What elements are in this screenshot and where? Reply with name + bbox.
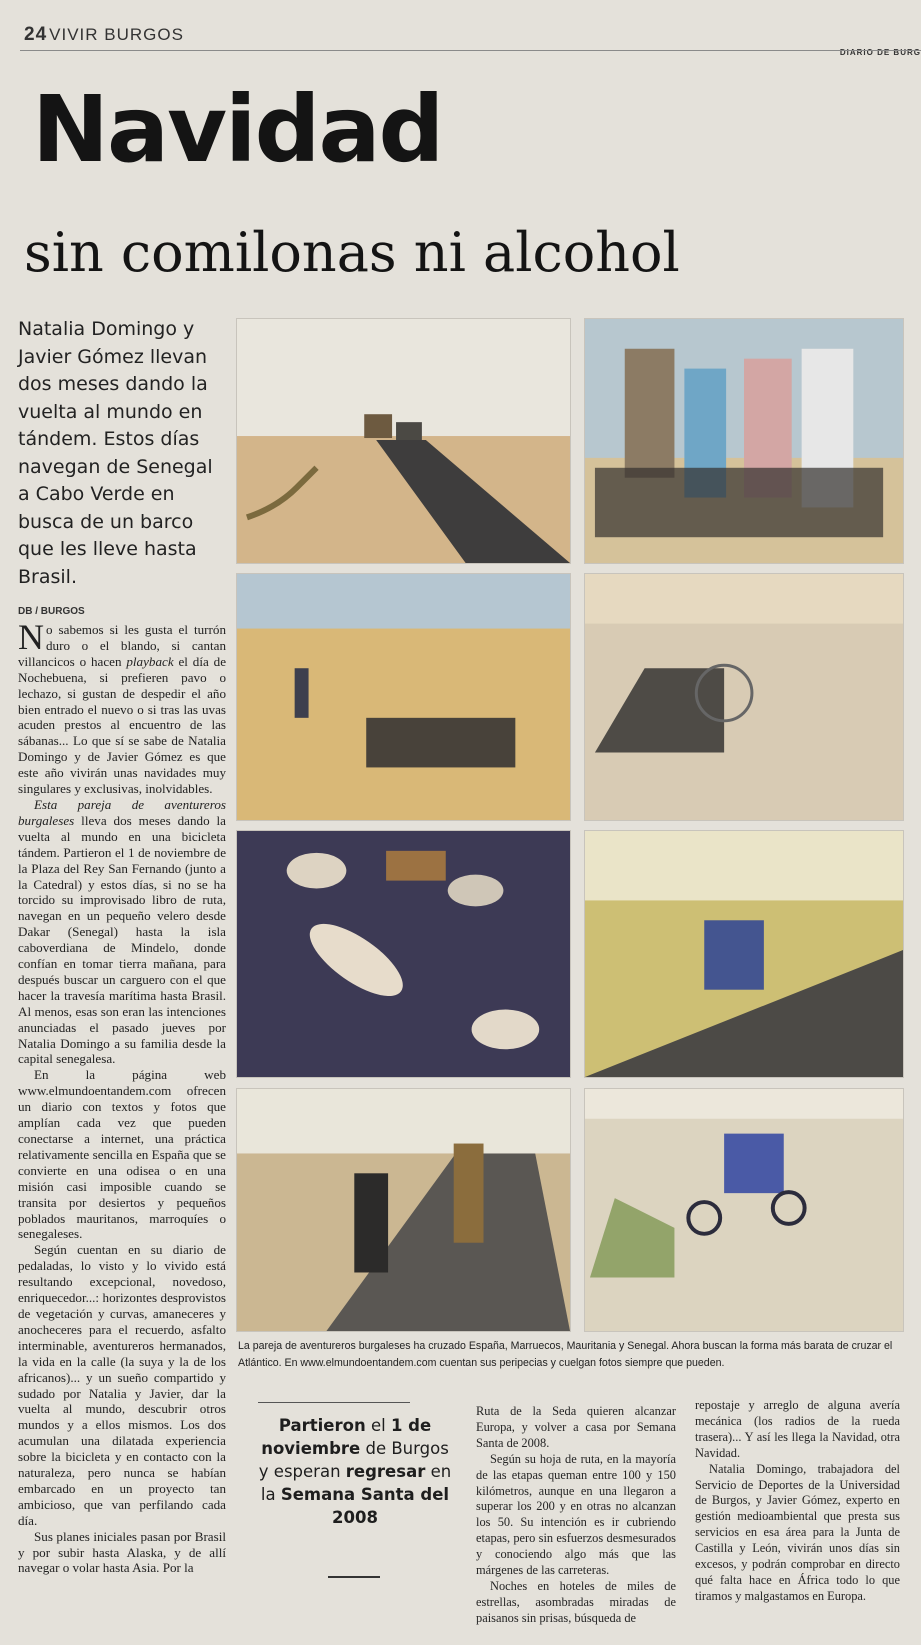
text-italic: playback	[126, 653, 174, 669]
paragraph: Ruta de la Seda quieren alcanzar Europa, y volver a casa por Semana Santa de 2008.	[476, 1404, 676, 1450]
text: lleva dos meses dando la vuelta al mundo en una bicicleta tándem. Partieron el 1 de noviembre de la Plaza del Rey San Fernando (junto a la Catedral) y estos días, si no se ha torcido su improvisado libro de ruta, navegan en un pequeño velero desde Dakar (Senegal) hasta la isla caboverdiana de Mindelo, donde confían en tomar tierra mañana, para después buscar un carguero con el que hacer la travesía marítima hasta Brasil. Al menos, esas son eran las intenciones anunciadas el pasado jueves por Natalia Domingo a su familia desde la capital senegalesa.	[18, 812, 226, 1067]
paragraph	[18, 617, 227, 797]
photo-camp-tandem	[584, 1088, 904, 1332]
text: el	[365, 1416, 391, 1435]
page-folio	[24, 24, 184, 46]
photo-riding-tandem	[584, 830, 904, 1078]
text-bold: Partieron	[278, 1416, 366, 1435]
drop-cap: N	[18, 617, 44, 657]
photo-tent-dunes	[584, 573, 904, 821]
photo-group-cyclists	[584, 318, 904, 564]
pullquote-rule-top	[258, 1402, 410, 1403]
section-name: VIVIR BURGOS	[49, 25, 184, 44]
paragraph: En la página web www.elmundoentandem.com ofrecen un diario con textos y fotos que amplían cada vez que pueden conectarse a internet, una práctica relativamente sencilla en España que se convierte en una odisea o en una misión casi imposible cuando se transita por desiertos y pequeños poblados mauritanos, marroquíes o senegaleses.	[18, 1067, 226, 1242]
lede: Natalia Domingo y Javier Gómez llevan dos meses dando la vuelta al mundo en tándem. Estos días navegan de Senegal a Cabo Verde en busca de un barco que les lleve hasta Brasil.	[18, 318, 213, 588]
paragraph	[18, 797, 226, 1067]
photo-desert-tandem	[236, 573, 571, 821]
paragraph: Según su hoja de ruta, en la mayoría de las etapas queman entre 100 y 150 kilómetros, aunque en una llegaron a superar los 200 y en otras no alcanzan los 50. Su intención es ir cubriendo etapas, pero sin esfuerzos desmesurados y conociendo algo más que las márgenes de las carreteras.	[476, 1451, 676, 1578]
paragraph: Natalia Domingo, trabajadora del Servicio de Deportes de la Universidad de Burgos, y Javier Gómez, experto en gestión medioambiental que presta sus servicios en esa área para la Junta de Castilla y León, vivirán unos días sin excesos, y podrán comprobar en directo qué falta hace en África todo lo que tiramos y malgastamos en Europa.	[695, 1461, 900, 1603]
text: de Burgos y esperan	[258, 1439, 449, 1481]
pullquote-rule-bottom	[328, 1576, 380, 1578]
paragraph: Según cuentan en su diario de pedaladas, lo visto y lo vivido está resultando excepcional, novedoso, enriquecedor...: horizontes desprovistos de vegetación y curvas, amaneceres y anocheceres para el recuerdo, asfalto interminable, aventureros hermanados, la vida en la calle (la suya y la de los africanos)... y un sueño compartido y sudado por Natalia y Javier, dar la vuelta al mundo, descubrir otros mundos y a ellos mismos. Los dos acumulan una dilatada experiencia sobre la bicicleta y en contacto con la naturaleza, pero nunca se habían embarcado en un proyecto tan ambicioso, que van perfilando cada día.	[18, 1242, 226, 1528]
byline: DB / BURGOS	[18, 606, 85, 617]
text: en la	[260, 1462, 452, 1504]
photo-road-trucks	[236, 318, 571, 564]
text: el día de Nochebuena, si prefieren pavo o lechazo, si gustan de despedir el año bien entrado el nuevo o si tras las uvas acuden prestos al encuentro de las sábanas... Lo que sí se sabe de Natalia Domingo y de Javier Gómez es que este año vivirán unas navidades muy singulares y exclusivas, inolvidables.	[18, 653, 227, 797]
paragraph: Sus planes iniciales pasan por Brasil y por subir hasta Alaska, y de allí navegar o volar hasta Asia. Por la	[18, 1528, 226, 1576]
text-bold: regresar	[345, 1462, 426, 1481]
paragraph: Noches en hoteles de miles de estrellas, asombradas miradas de paisanos sin prisas, búsqueda de	[476, 1578, 676, 1625]
text-bold: Semana Santa del 2008	[280, 1485, 450, 1527]
subheadline: sin comilonas ni alcohol	[24, 221, 680, 284]
body-column-4	[695, 1398, 900, 1605]
photo-shells-closeup	[236, 830, 571, 1078]
body-column-3	[476, 1404, 676, 1627]
text-italic: Esta pareja de aventureros burgaleses	[18, 796, 226, 828]
headline: Navidad	[32, 76, 443, 183]
newspaper-name: DIARIO DE BURG	[839, 48, 921, 57]
text-bold: 1 de noviembre	[261, 1416, 432, 1458]
paragraph: repostaje y arreglo de alguna avería mecánica (los radios de la rueda trasera)... Y así les llega la Navidad, otra Navidad.	[695, 1398, 900, 1460]
header-rule	[20, 50, 921, 51]
text: o sabemos si les gusta el turrón duro o el blando, si cantan villancicos o hacen	[18, 622, 226, 669]
photo-cyclists-road	[236, 1088, 571, 1332]
photo-caption: La pareja de aventureros burgaleses ha cruzado España, Marruecos, Mauritania y Senegal. Ahora buscan la forma más barata de cruzar el Atlántico. En www.elmundoentandem.com cuentan sus peripecias y cuelgan fotos siempre que pueden.	[238, 1340, 893, 1369]
body-column-1	[18, 617, 227, 1576]
pullquote	[256, 1414, 454, 1529]
page-number: 24	[24, 24, 48, 45]
